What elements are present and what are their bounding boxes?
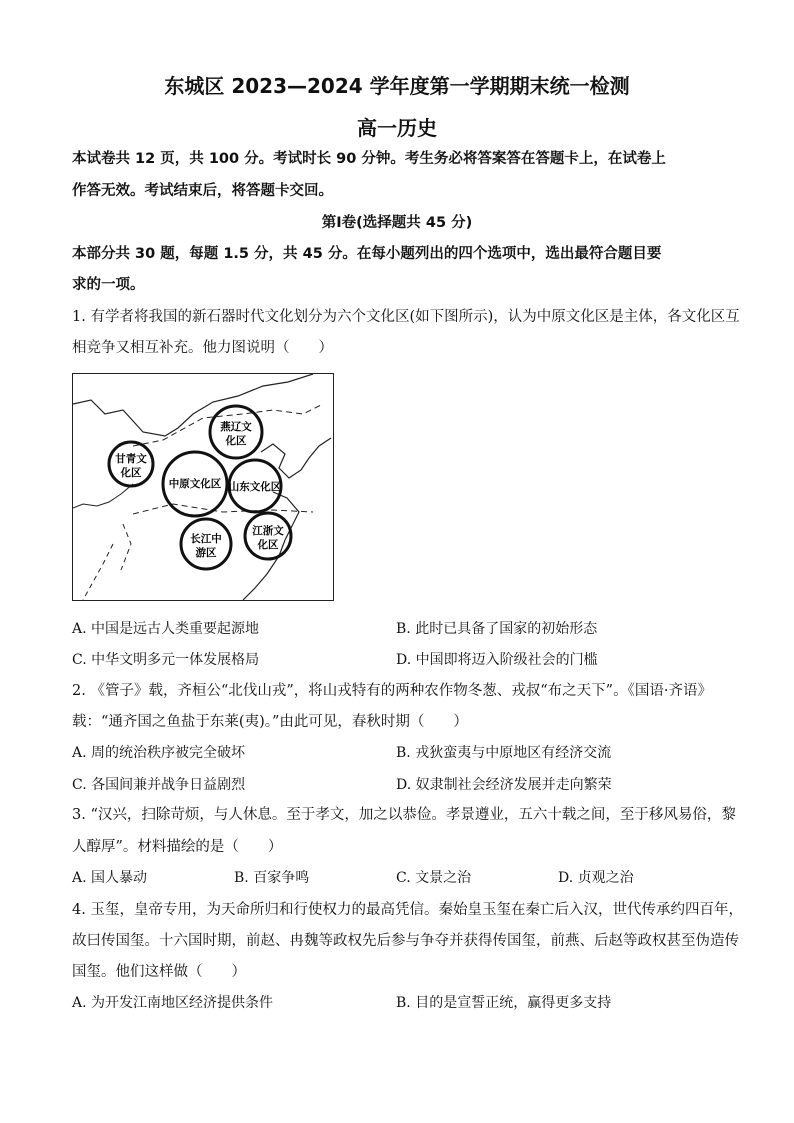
- q2-option-d[interactable]: D. 奴隶制社会经济发展并走向繁荣: [396, 777, 612, 793]
- q1-option-a[interactable]: A. 中国是远古人类重要起源地: [72, 621, 260, 637]
- map-label-ganqing-2: 化区: [120, 467, 142, 479]
- q2-stem-line-2: 载：“通齐国之鱼盐于东莱(夷)。”由此可见，春秋时期（ ）: [72, 714, 468, 730]
- q1-option-d[interactable]: D. 中国即将迈入阶级社会的门槛: [396, 652, 598, 668]
- q1-stem-line-1: 1. 有学者将我国的新石器时代文化划分为六个文化区(如下图所示)，认为中原文化区是主体，各文化区互: [72, 309, 740, 325]
- q4-option-a[interactable]: A. 为开发江南地区经济提供条件: [72, 995, 274, 1011]
- instructions-line-1: 本试卷共 12 页，共 100 分。考试时长 90 分钟。考生务必将答案答在答题卡上，在试卷上: [72, 151, 666, 167]
- map-label-ganqing: 甘青文: [115, 453, 147, 465]
- section-desc-1: 本部分共 30 题，每题 1.5 分，共 45 分。在每小题列出的四个选项中，选出最符合题目要: [72, 246, 662, 262]
- q3-option-c[interactable]: C. 文景之治: [396, 870, 472, 886]
- q3-stem-line-2: 人醇厚”。材料描绘的是（ ）: [72, 839, 283, 855]
- q2-option-b[interactable]: B. 戎狄蛮夷与中原地区有经济交流: [396, 745, 612, 761]
- map-label-zhongyuan: 中原文化区: [168, 478, 222, 490]
- section-title: 第Ⅰ卷(选择题共 45 分): [321, 215, 473, 231]
- q1-option-b[interactable]: B. 此时已具备了国家的初始形态: [396, 621, 598, 637]
- q3-option-a[interactable]: A. 国人暴动: [72, 870, 148, 886]
- q3-stem-line-1: 3. “汉兴，扫除苛烦，与人休息。至于孝文，加之以恭俭。孝景遵业，五六十载之间，至于移风易俗，黎: [72, 807, 736, 823]
- map-label-jiangzhe: 江浙文: [252, 525, 284, 537]
- subject-title: 高一历史: [357, 116, 437, 140]
- q2-option-a[interactable]: A. 周的统治秩序被完全破坏: [72, 745, 246, 761]
- map-label-jiangzhe-2: 化区: [257, 539, 279, 551]
- q1-option-c[interactable]: C. 中华文明多元一体发展格局: [72, 652, 260, 668]
- q4-option-b[interactable]: B. 目的是宣誓正统，赢得更多支持: [396, 995, 612, 1011]
- instructions-line-2: 作答无效。考试结束后，将答题卡交回。: [72, 183, 333, 199]
- map-label-yanliao: 燕辽文: [220, 421, 252, 433]
- q4-stem-line-3: 国玺。他们这样做（ ）: [72, 964, 246, 980]
- q2-option-c[interactable]: C. 各国间兼并战争日益剧烈: [72, 777, 246, 793]
- culture-region-map: [72, 373, 334, 601]
- map-label-changjiang-2: 游区: [195, 547, 217, 559]
- q3-option-d[interactable]: D. 贞观之治: [558, 870, 634, 886]
- q3-option-b[interactable]: B. 百家争鸣: [234, 870, 310, 886]
- q4-stem-line-1: 4. 玉玺，皇帝专用，为天命所归和行使权力的最高凭信。秦始皇玉玺在秦亡后入汉，世代传承约四百年，: [72, 902, 743, 918]
- map-label-changjiang: 长江中: [190, 533, 222, 545]
- map-label-yanliao-2: 化区: [225, 435, 247, 447]
- q4-stem-line-2: 故曰传国玺。十六国时期，前赵、冉魏等政权先后参与争夺并获得传国玺，前燕、后赵等政权甚至伪造传: [72, 933, 739, 949]
- exam-title: 东城区 2023—2024 学年度第一学期期末统一检测: [164, 74, 630, 98]
- section-desc-2: 求的一项。: [72, 277, 145, 293]
- map-label-shandong: 山东文化区: [228, 481, 282, 493]
- q1-stem-line-2: 相竞争又相互补充。他力图说明（ ）: [72, 340, 333, 356]
- q2-stem-line-1: 2. 《管子》载，齐桓公“北伐山戎”，将山戎特有的两种农作物冬葱、戎叔“布之天下”。《国语·齐语》: [72, 683, 712, 699]
